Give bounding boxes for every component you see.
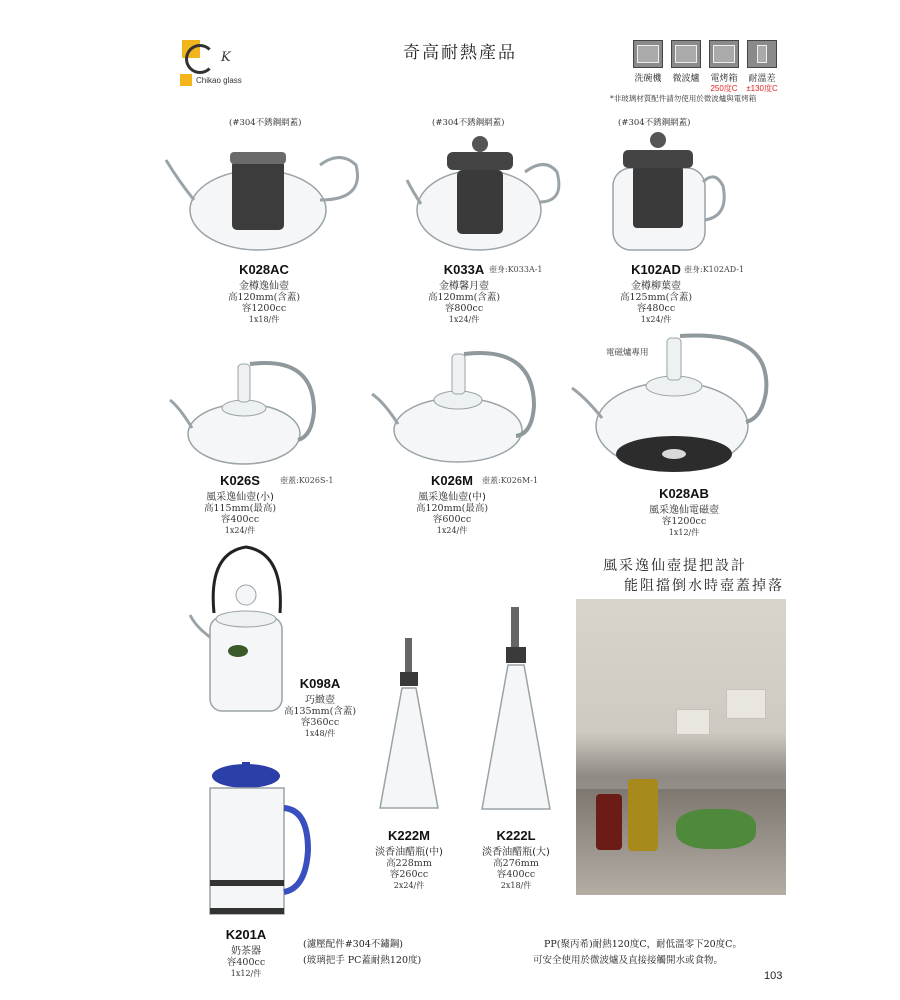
oven-temp: 250度C — [710, 84, 738, 93]
logo-letter: K — [221, 50, 231, 65]
product-pack: 1x24/件 — [436, 526, 468, 535]
product-name: 風采逸仙壺(小) — [206, 492, 274, 503]
product-height: 高135mm(含蓋) — [283, 706, 357, 717]
product-k222m — [363, 828, 455, 891]
tagline-line-1: 風采逸仙壺提把設計 — [603, 558, 747, 574]
product-height: 高125mm(含蓋) — [619, 292, 693, 303]
product-capacity: 容600cc — [432, 514, 472, 525]
appliance-label: 洗碗機 — [634, 74, 662, 84]
k026m-teapot-image — [366, 350, 542, 468]
product-code: K222L — [496, 828, 536, 843]
product-pack: 1x48/件 — [304, 729, 336, 738]
pp-note: PP(聚丙希)耐熱120度C，耐低溫零下20度C。 — [544, 939, 742, 950]
product-height: 高228mm — [386, 858, 432, 869]
k222l-bottle-image — [478, 603, 554, 815]
k026s-teapot-image — [164, 356, 324, 468]
press-note: (濾壓配件#304不鏽鋼) — [303, 939, 404, 950]
product-code: K222M — [388, 828, 430, 843]
product-capacity: 容400cc — [220, 514, 260, 525]
product-k026s — [194, 473, 286, 536]
product-name: 淡香油醋瓶(中) — [375, 847, 443, 858]
product-code: K028AB — [659, 486, 709, 501]
product-capacity: 容1200cc — [241, 303, 287, 314]
appliance-label: 微波爐 — [672, 74, 700, 84]
product-code: K102AD — [631, 262, 681, 277]
product-capacity: 容260cc — [389, 869, 429, 880]
spare-part: 壺蓋:K026M-1 — [482, 476, 538, 485]
product-name: 巧緻壺 — [305, 695, 335, 706]
product-pack: 1x24/件 — [640, 315, 672, 324]
product-height: 高115mm(最高) — [203, 503, 277, 514]
product-capacity: 容360cc — [300, 717, 340, 728]
product-k201a — [200, 927, 292, 979]
product-pack: 1x24/件 — [224, 526, 256, 535]
product-name: 淡香油醋瓶(大) — [482, 847, 550, 858]
k028ac-teapot-image — [160, 130, 370, 255]
product-pack: 1x24/件 — [448, 315, 480, 324]
lid-note: (#304不銹鋼網蓋) — [229, 118, 302, 128]
oven-icon — [709, 40, 739, 68]
product-capacity: 容400cc — [496, 869, 536, 880]
spare-part: 壺身:K033A-1 — [489, 265, 543, 274]
product-name: 金樽馨月壺 — [439, 281, 489, 292]
appliance-note: *非玻璃材質配件請勿使用於微波爐與電烤箱 — [610, 94, 757, 103]
product-code: K026S — [220, 473, 260, 488]
product-pack: 1x12/件 — [230, 969, 262, 978]
product-k222l — [470, 828, 562, 891]
logo-accent — [180, 74, 192, 86]
k028ab-teapot-image — [566, 326, 776, 478]
appliance-label: 耐溫差 — [748, 74, 776, 84]
temp-diff: ±130度C — [746, 84, 778, 93]
product-height: 高120mm(含蓋) — [227, 292, 301, 303]
lid-note: (#304不銹鋼網蓋) — [432, 118, 505, 128]
brand-name: Chikao glass — [196, 76, 242, 85]
spare-part: 壺蓋:K026S-1 — [280, 476, 334, 485]
temperature-icon — [747, 40, 777, 68]
product-pack: 2x24/件 — [393, 881, 425, 890]
product-code: K201A — [225, 927, 267, 942]
product-name: 奶茶器 — [231, 946, 261, 957]
product-code: K026M — [431, 473, 473, 488]
product-code: K028AC — [239, 262, 289, 277]
product-height: 高276mm — [493, 858, 539, 869]
page-title: 奇高耐熱產品 — [403, 43, 517, 63]
product-code: K098A — [299, 676, 341, 691]
induction-note: 電磁爐專用 — [606, 348, 649, 358]
k102ad-teapot-image — [605, 126, 735, 256]
k033a-teapot-image — [405, 132, 565, 254]
press-note: (玻璃把手 PC蓋耐熱120度) — [303, 955, 422, 966]
product-capacity: 容400cc — [226, 957, 266, 968]
microwave-icon — [671, 40, 701, 68]
lid-note: (#304不銹鋼網蓋) — [618, 118, 691, 128]
product-name: 風采逸仙電磁壺 — [649, 505, 719, 516]
product-code: K033A — [443, 262, 485, 277]
page-number: 103 — [764, 970, 783, 982]
dishwasher-icon — [633, 40, 663, 68]
appliance-label: 電烤箱 — [710, 74, 738, 84]
product-height: 高120mm(含蓋) — [427, 292, 501, 303]
product-pack: 1x12/件 — [668, 528, 700, 537]
product-name: 金樽柳葉壺 — [631, 281, 681, 292]
product-k028ac — [218, 262, 310, 325]
kitchen-photo — [576, 599, 786, 895]
product-capacity: 容800cc — [444, 303, 484, 314]
product-k028ab — [634, 486, 734, 538]
product-name: 金樽逸仙壺 — [239, 281, 289, 292]
k222m-bottle-image — [376, 634, 442, 814]
product-pack: 2x18/件 — [500, 881, 532, 890]
logo-ring — [185, 44, 215, 74]
tagline-line-2: 能阻擋倒水時壺蓋掉落 — [624, 578, 784, 594]
product-capacity: 容480cc — [636, 303, 676, 314]
product-name: 風采逸仙壺(中) — [418, 492, 486, 503]
product-height: 高120mm(最高) — [415, 503, 489, 514]
product-k098a — [274, 676, 366, 739]
product-capacity: 容1200cc — [661, 516, 707, 527]
k201a-press-image — [196, 760, 312, 920]
pp-note: 可安全使用於微波爐及直接接觸開水或食物。 — [533, 955, 724, 966]
product-pack: 1x18/件 — [248, 315, 280, 324]
spare-part: 壺身:K102AD-1 — [684, 265, 745, 274]
